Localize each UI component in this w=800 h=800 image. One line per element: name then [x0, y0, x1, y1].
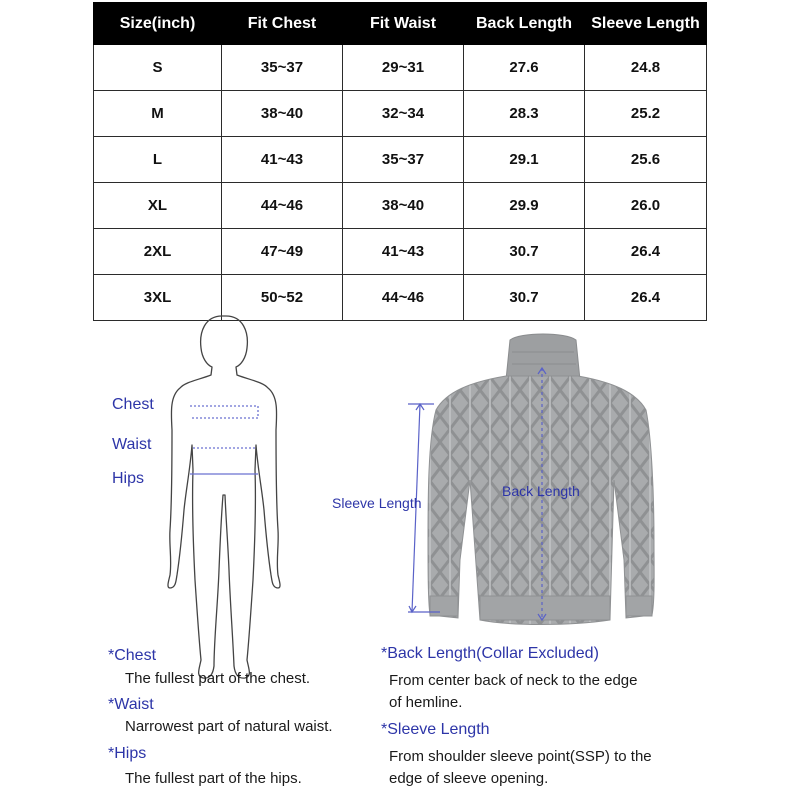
note-hips-title: *Hips [108, 745, 147, 762]
note-sleeve-length-title: *Sleeve Length [381, 721, 490, 738]
cell-back-length: 29.1 [464, 137, 585, 183]
cell-waist: 32~34 [343, 91, 464, 137]
cell-sleeve-length: 25.6 [585, 137, 707, 183]
header-size: Size(inch) [94, 3, 222, 45]
cell-back-length: 30.7 [464, 229, 585, 275]
cell-chest: 41~43 [222, 137, 343, 183]
cell-chest: 50~52 [222, 275, 343, 321]
note-back-length-text-1: From center back of neck to the edge [389, 672, 638, 689]
cell-waist: 35~37 [343, 137, 464, 183]
header-fit-waist: Fit Waist [343, 3, 464, 45]
note-sleeve-length-text-1: From shoulder sleeve point(SSP) to the [389, 748, 652, 765]
header-back-length: Back Length [464, 3, 585, 45]
cell-sleeve-length: 26.4 [585, 275, 707, 321]
cell-chest: 47~49 [222, 229, 343, 275]
back-length-label: Back Length [502, 483, 580, 499]
body-outline-icon [168, 316, 280, 678]
note-waist-title: *Waist [108, 696, 154, 713]
header-sleeve-length: Sleeve Length [585, 3, 707, 45]
sweater-image [428, 334, 654, 625]
note-hips-text: The fullest part of the hips. [125, 770, 302, 787]
note-back-length-text-2: of hemline. [389, 694, 463, 711]
note-sleeve-length-text-2: edge of sleeve opening. [389, 770, 549, 787]
cell-sleeve-length: 26.4 [585, 229, 707, 275]
cell-waist: 44~46 [343, 275, 464, 321]
cell-chest: 35~37 [222, 45, 343, 91]
note-back-length-title: *Back Length(Collar Excluded) [381, 645, 599, 662]
cell-sleeve-length: 24.8 [585, 45, 707, 91]
cell-chest: 44~46 [222, 183, 343, 229]
cell-back-length: 30.7 [464, 275, 585, 321]
header-fit-chest: Fit Chest [222, 3, 343, 45]
cell-size: L [94, 137, 222, 183]
hips-label: Hips [112, 470, 145, 487]
chest-label: Chest [112, 396, 154, 413]
cell-back-length: 29.9 [464, 183, 585, 229]
cell-sleeve-length: 26.0 [585, 183, 707, 229]
cell-size: M [94, 91, 222, 137]
cell-sleeve-length: 25.2 [585, 91, 707, 137]
note-chest-title: *Chest [108, 647, 157, 664]
note-chest-text: The fullest part of the chest. [125, 670, 311, 687]
cell-size: S [94, 45, 222, 91]
cell-waist: 29~31 [343, 45, 464, 91]
cell-back-length: 27.6 [464, 45, 585, 91]
cell-chest: 38~40 [222, 91, 343, 137]
sleeve-length-label: Sleeve Length [332, 495, 422, 511]
cell-waist: 38~40 [343, 183, 464, 229]
cell-size: 3XL [94, 275, 222, 321]
cell-back-length: 28.3 [464, 91, 585, 137]
note-waist-text: Narrowest part of natural waist. [125, 718, 333, 735]
cell-waist: 41~43 [343, 229, 464, 275]
cell-size: XL [94, 183, 222, 229]
cell-size: 2XL [94, 229, 222, 275]
waist-label: Waist [112, 436, 152, 453]
